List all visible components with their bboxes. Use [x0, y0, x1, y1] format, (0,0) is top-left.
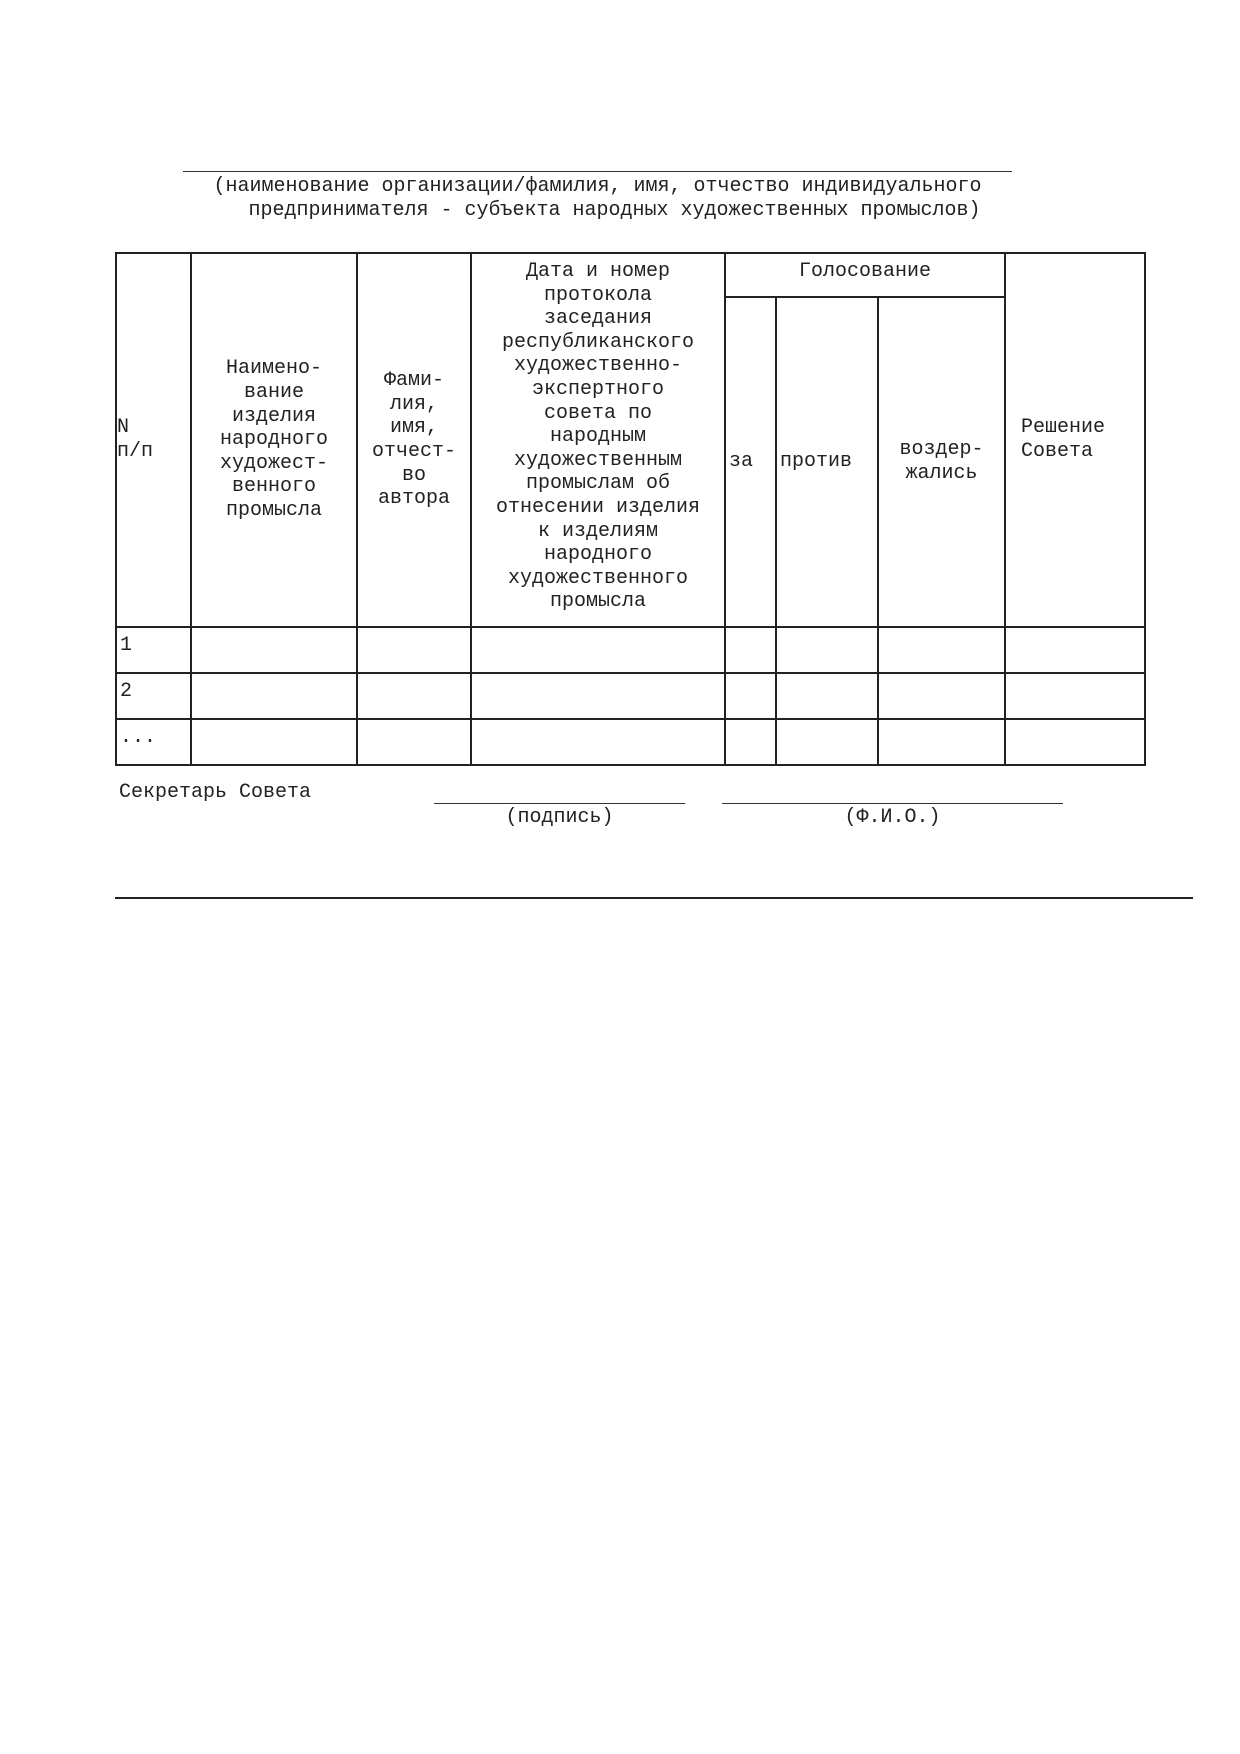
row-number: 1	[116, 627, 191, 673]
decision-table	[115, 252, 1146, 766]
header-author: Фами- лия, имя, отчест- во автора	[357, 253, 471, 627]
name-line	[722, 803, 1063, 804]
header-against: против	[776, 297, 878, 627]
organization-name-line	[183, 171, 1012, 172]
table-row	[116, 673, 1145, 719]
organization-caption-2: предпринимателя - субъекта народных художественных промыслов)	[248, 199, 981, 222]
header-voting: Голосование	[725, 253, 1005, 297]
header-protocol: Дата и номер протокола заседания республиканского художественно- экспертного совета по народным художественным промыслам об отнесении изделия к изделиям народного художественного промысла	[471, 253, 725, 627]
header-num: N п/п	[116, 253, 191, 627]
header-product: Наимено- вание изделия народного художест- венного промысла	[191, 253, 357, 627]
bottom-rule	[115, 897, 1193, 899]
secretary-label: Секретарь Совета	[119, 781, 312, 804]
table-row	[116, 627, 1145, 673]
signature-label: (подпись)	[505, 806, 614, 829]
name-label: (Ф.И.О.)	[844, 806, 941, 829]
header-abstained: воздер- жались	[878, 297, 1005, 627]
row-number: ...	[116, 719, 191, 765]
header-decision: Решение Совета	[1005, 253, 1145, 627]
signature-line	[434, 803, 685, 804]
header-for: за	[725, 297, 776, 627]
organization-caption-1: (наименование организации/фамилия, имя, отчество индивидуального	[213, 175, 982, 198]
row-number: 2	[116, 673, 191, 719]
table-row	[116, 719, 1145, 765]
